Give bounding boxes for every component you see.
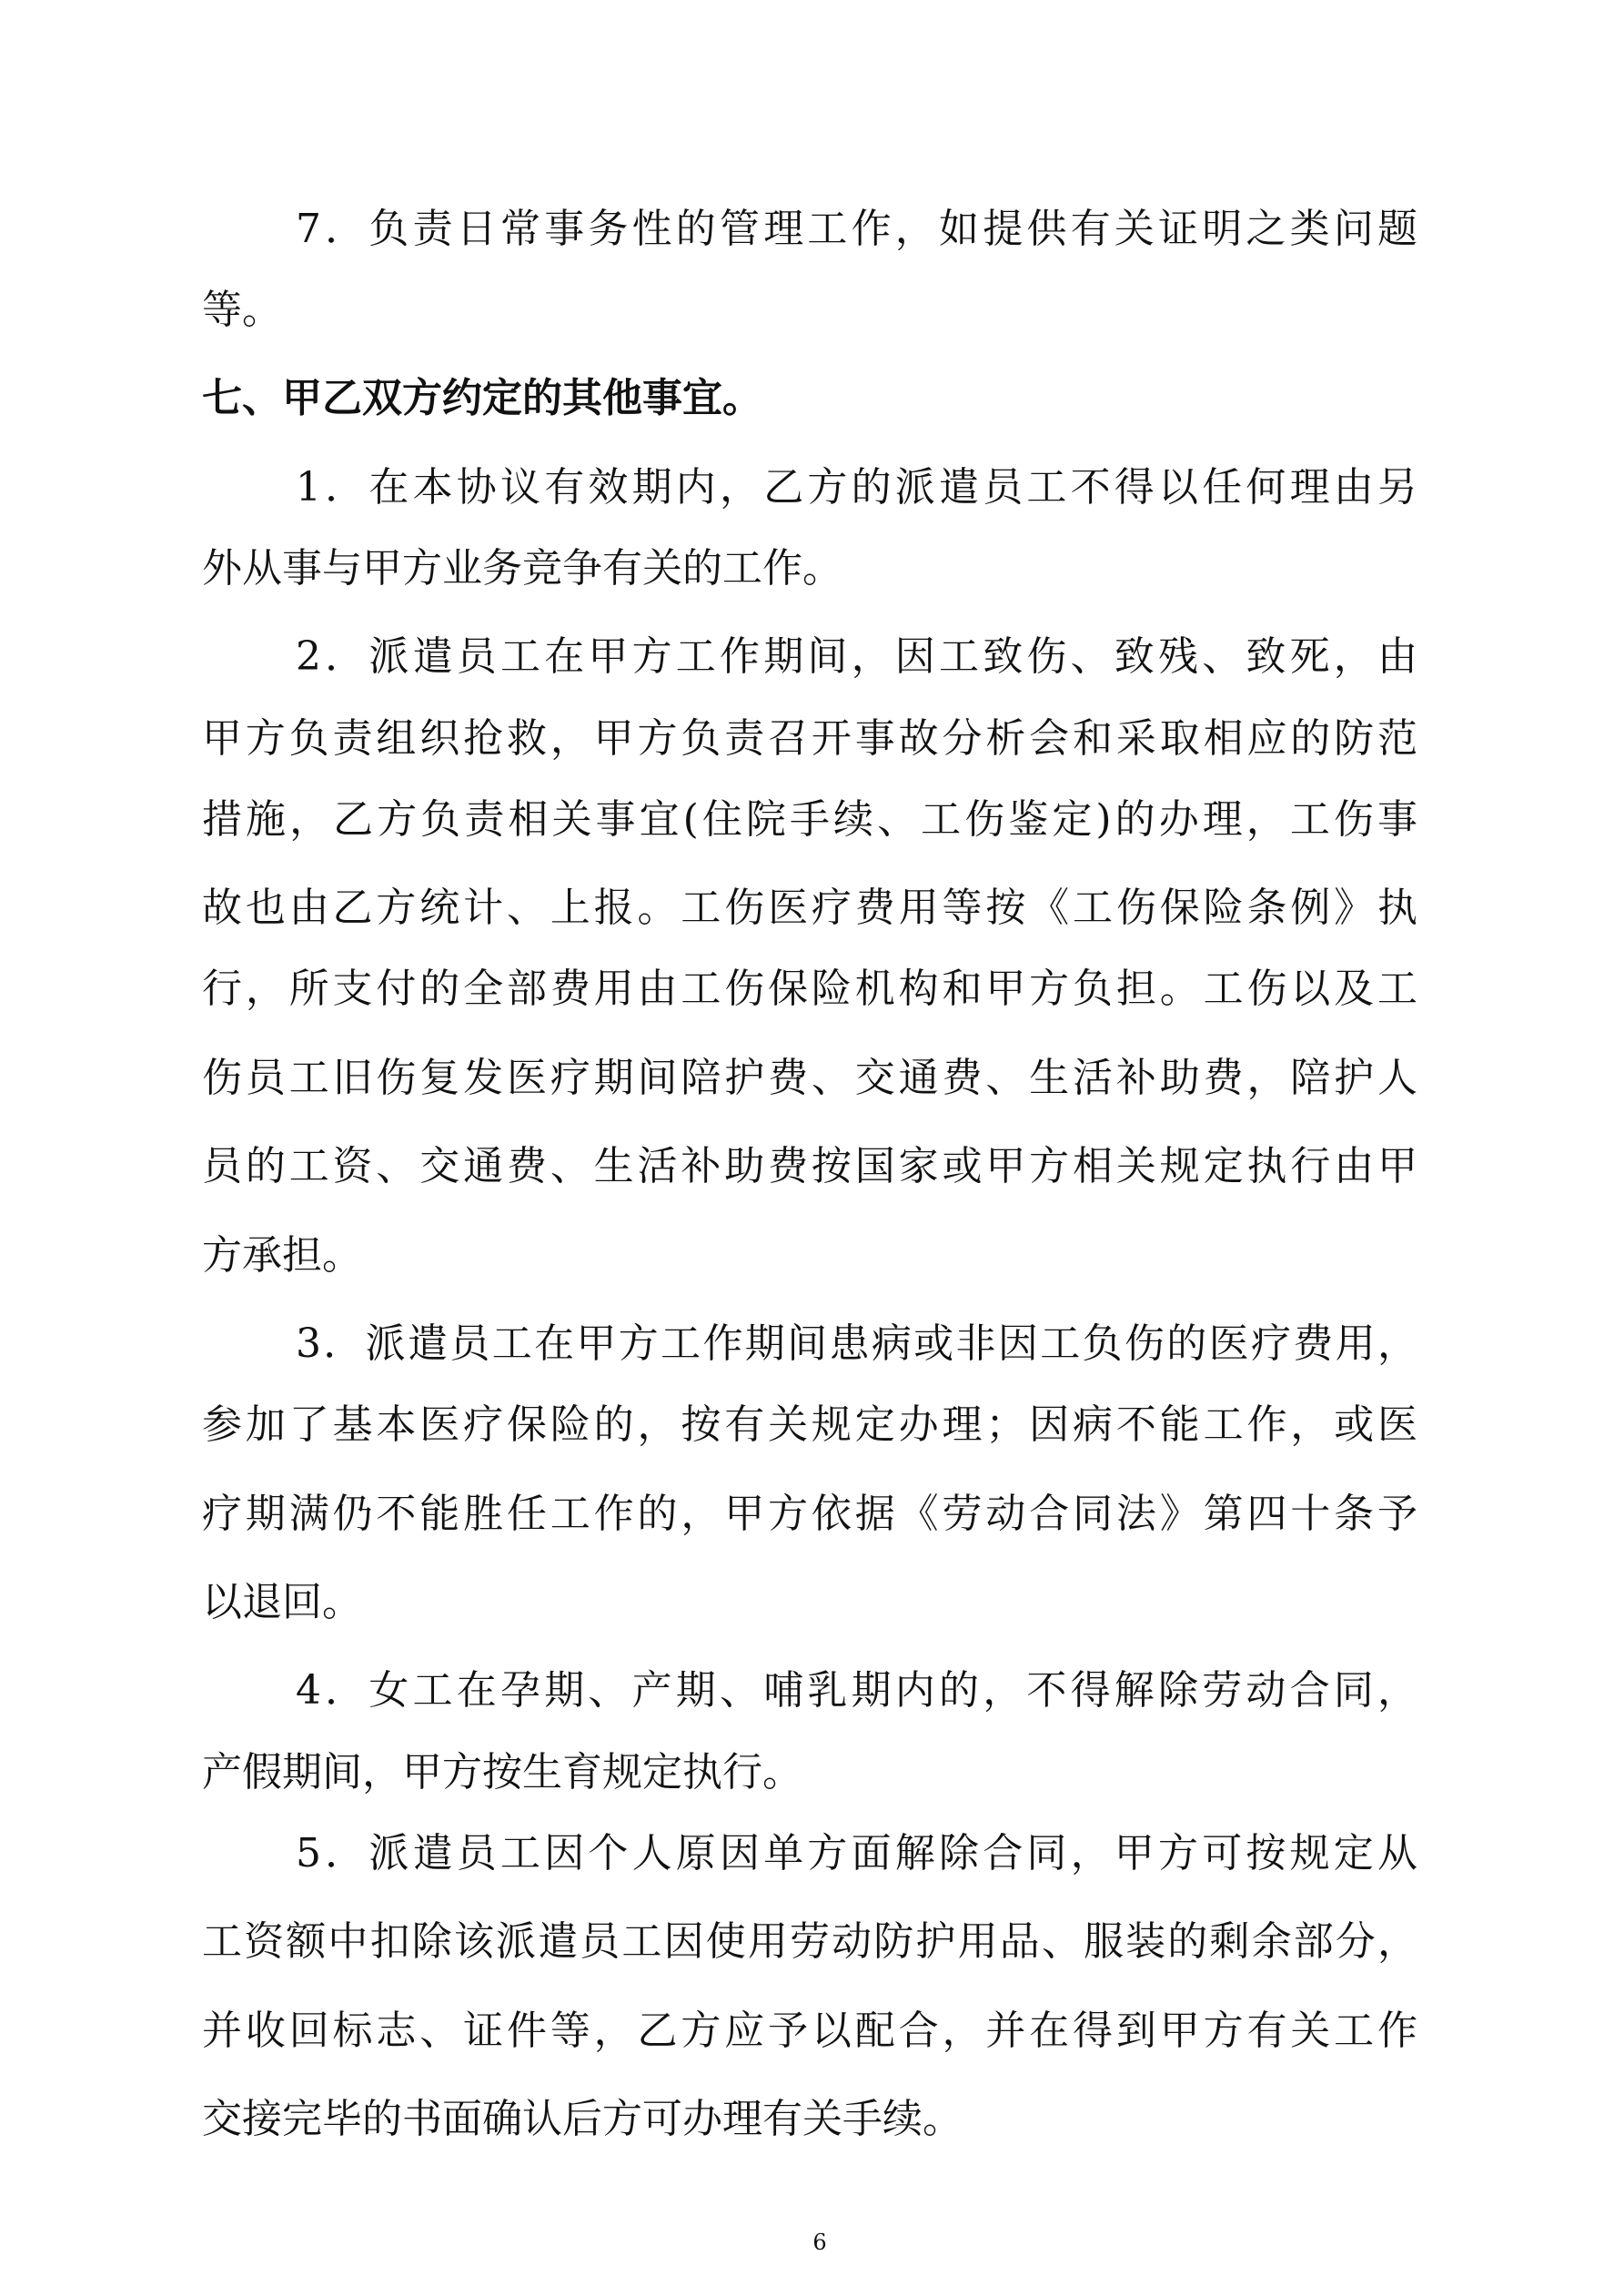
text-line: 甲方负责组织抢救，甲方负责召开事故分析会和采取相应的防范	[202, 715, 1417, 762]
text-line: 疗期满仍不能胜任工作的，甲方依据《劳动合同法》第四十条予	[202, 1491, 1417, 1537]
text-line: 并收回标志、证件等，乙方应予以配合，并在得到甲方有关工作	[202, 2008, 1417, 2054]
text-line: 参加了基本医疗保险的，按有关规定办理；因病不能工作，或医	[202, 1401, 1417, 1448]
text-line: 工资额中扣除该派遣员工因使用劳动防护用品、服装的剩余部分，	[202, 1918, 1417, 1965]
text-line: 故也由乙方统计、上报。工伤医疗费用等按《工伤保险条例》执	[202, 885, 1417, 931]
text-line: 以退回。	[202, 1579, 362, 1625]
text-line: 5．派遣员工因个人原因单方面解除合同，甲方可按规定从	[296, 1830, 1417, 1876]
text-line: 伤员工旧伤复发医疗期间陪护费、交通费、生活补助费，陪护人	[202, 1055, 1417, 1101]
section-heading: 七、甲乙双方约定的其他事宜。	[202, 375, 762, 421]
text-line: 2．派遣员工在甲方工作期间，因工致伤、致残、致死，由	[296, 633, 1417, 680]
page-number: 6	[812, 2230, 827, 2255]
text-line: 措施，乙方负责相关事宜(住院手续、工伤鉴定)的办理，工伤事	[202, 796, 1417, 843]
text-line: 1．在本协议有效期内，乙方的派遣员工不得以任何理由另	[296, 464, 1417, 511]
text-line: 交接完毕的书面确认后方可办理有关手续。	[202, 2096, 963, 2142]
text-line: 方承担。	[202, 1232, 362, 1279]
text-line: 7．负责日常事务性的管理工作，如提供有关证明之类问题	[296, 206, 1417, 252]
text-line: 3．派遣员工在甲方工作期间患病或非因工负伤的医疗费用，	[296, 1320, 1417, 1367]
text-line: 外从事与甲方业务竞争有关的工作。	[202, 545, 842, 592]
text-line: 等。	[202, 287, 282, 333]
text-line: 产假期间，甲方按生育规定执行。	[202, 1749, 802, 1795]
text-line: 员的工资、交通费、生活补助费按国家或甲方相关规定执行由甲	[202, 1143, 1417, 1189]
text-line: 行，所支付的全部费用由工伤保险机构和甲方负担。工伤以及工	[202, 966, 1417, 1012]
text-line: 4．女工在孕期、产期、哺乳期内的，不得解除劳动合同，	[296, 1667, 1417, 1714]
